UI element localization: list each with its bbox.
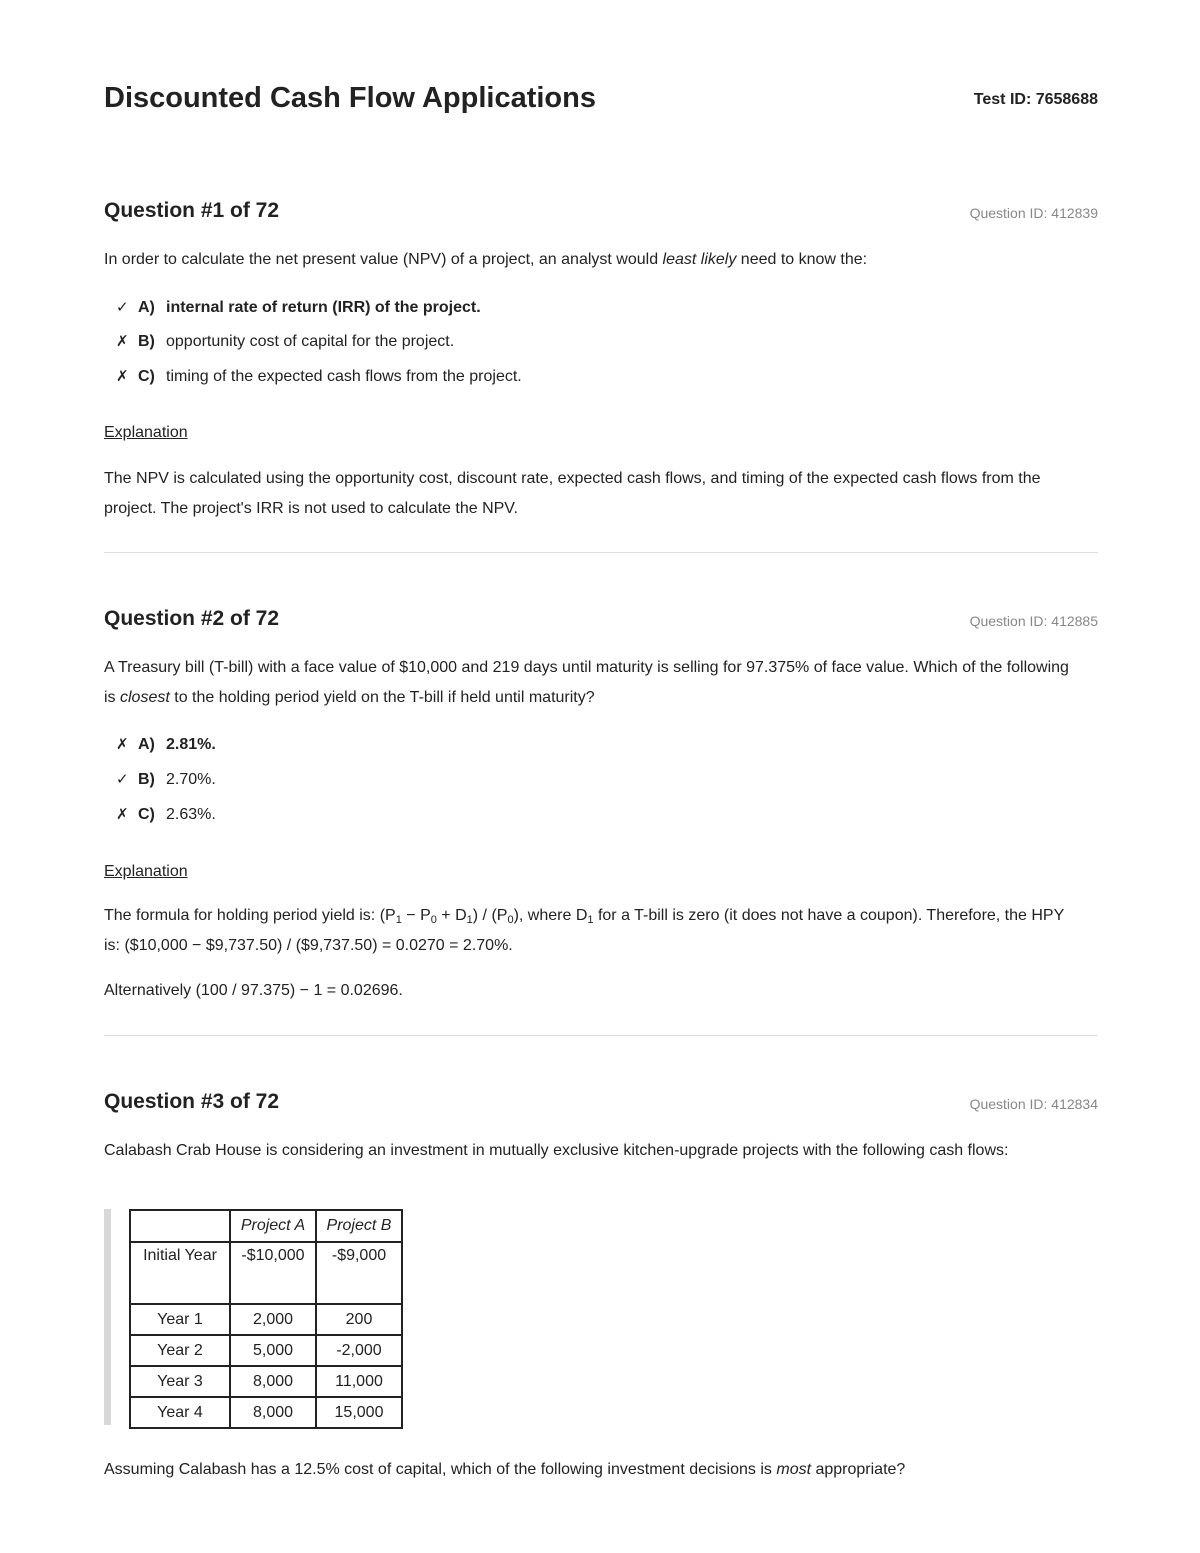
choice-letter: A) (138, 736, 155, 753)
table-cell: 8,000 (230, 1366, 316, 1397)
cross-icon: ✗ (116, 806, 129, 823)
question-1-title: Question #1 of 72 (104, 199, 280, 222)
table-cell: Year 4 (130, 1397, 230, 1428)
question-2-emphasis: closest (120, 689, 170, 706)
blockquote-bar (104, 1209, 111, 1425)
check-icon: ✓ (116, 299, 129, 316)
question-3-emphasis: most (776, 1461, 812, 1478)
question-1-prompt: In order to calculate the net present value (NPV) of a project, an analyst would least likely need to know the: (104, 251, 868, 268)
page-title: Discounted Cash Flow Applications (104, 82, 596, 114)
question-1-explanation-label: Explanation (104, 424, 188, 441)
question-2-choice-c[interactable] (116, 804, 216, 826)
choice-letter: C) (138, 806, 155, 823)
test-id: Test ID: 7658688 (973, 91, 1098, 108)
question-2-choice-a[interactable] (116, 734, 216, 756)
question-2-header (104, 607, 1098, 637)
divider (104, 1035, 1098, 1036)
question-3-id: Question ID: 412834 (969, 1096, 1098, 1112)
question-2-id: Question ID: 412885 (969, 613, 1098, 629)
table-row (130, 1366, 402, 1397)
choice-letter: B) (138, 333, 155, 350)
question-1-emphasis: least likely (662, 251, 737, 268)
choice-text: 2.63%. (166, 806, 216, 823)
table-header-cell: Project B (316, 1210, 402, 1242)
table-cell: 5,000 (230, 1335, 316, 1366)
question-2-choice-b[interactable] (116, 769, 216, 791)
question-2-explanation-label: Explanation (104, 863, 188, 880)
table-cell: 11,000 (316, 1366, 402, 1397)
table-header-cell (130, 1210, 230, 1242)
table-cell: -$9,000 (316, 1242, 402, 1304)
table-cell: Year 1 (130, 1304, 230, 1335)
table-cell: 15,000 (316, 1397, 402, 1428)
table-row (130, 1335, 402, 1366)
question-1-header (104, 199, 1098, 229)
question-1-explanation: The NPV is calculated using the opportunity cost, discount rate, expected cash flows, and timing of the expected cash flows from the project. The project's IRR is not used to calculate the NPV. (104, 470, 1041, 517)
table-cell: 200 (316, 1304, 402, 1335)
table-cell: -2,000 (316, 1335, 402, 1366)
table-row (130, 1304, 402, 1335)
choice-text: 2.70%. (166, 771, 216, 788)
table-row (130, 1242, 402, 1304)
choice-text: timing of the expected cash flows from the project. (166, 368, 522, 385)
question-3-header (104, 1090, 1098, 1120)
question-3-prompt: Calabash Crab House is considering an investment in mutually exclusive kitchen-upgrade projects with the following cash flows: (104, 1142, 1009, 1159)
question-1-choice-a[interactable] (116, 297, 481, 319)
question-2-explanation: The formula for holding period yield is: $(P_1 - P_0 + D_1) / (P_0)$, where $D_1$ for a T-bill is zero (it does not have a coupon). Therefore, the HPY is: ($10,000 − $9,737.50) / ($9,737.50) = 0.0270 = 2.70%. (104, 907, 1064, 954)
table-cell: -$10,000 (230, 1242, 316, 1304)
check-icon: ✓ (116, 771, 129, 788)
document-header (104, 82, 1098, 122)
question-2-alternative: Alternatively (100 / 97.375) − 1 = 0.02696. (104, 982, 403, 999)
table-cell: Initial Year (130, 1242, 230, 1304)
table-header-cell: Project A (230, 1210, 316, 1242)
table-row (130, 1397, 402, 1428)
question-3-title: Question #3 of 72 (104, 1090, 280, 1113)
cross-icon: ✗ (116, 368, 129, 385)
cross-icon: ✗ (116, 333, 129, 350)
cash-flow-table (129, 1209, 403, 1429)
choice-letter: B) (138, 771, 155, 788)
choice-text: 2.81%. (166, 736, 216, 753)
divider (104, 552, 1098, 553)
question-1-id: Question ID: 412839 (969, 205, 1098, 221)
choice-letter: C) (138, 368, 155, 385)
question-3-follow-up: Assuming Calabash has a 12.5% cost of capital, which of the following investment decisions is most appropriate? (104, 1461, 906, 1478)
table-cell: Year 3 (130, 1366, 230, 1397)
question-1-choice-b[interactable] (116, 331, 454, 353)
choice-text: internal rate of return (IRR) of the project. (166, 299, 481, 316)
table-cell: Year 2 (130, 1335, 230, 1366)
choice-letter: A) (138, 299, 155, 316)
question-2-prompt: A Treasury bill (T-bill) with a face value of $10,000 and 219 days until maturity is selling for 97.375% of face value. Which of the following is closest to the holding period yield on the T-bill if held until maturity? (104, 659, 1069, 706)
table-cell: 8,000 (230, 1397, 316, 1428)
question-2-title: Question #2 of 72 (104, 607, 280, 630)
cross-icon: ✗ (116, 736, 129, 753)
table-cell: 2,000 (230, 1304, 316, 1335)
choice-text: opportunity cost of capital for the project. (166, 333, 455, 350)
question-1-choice-c[interactable] (116, 366, 522, 388)
